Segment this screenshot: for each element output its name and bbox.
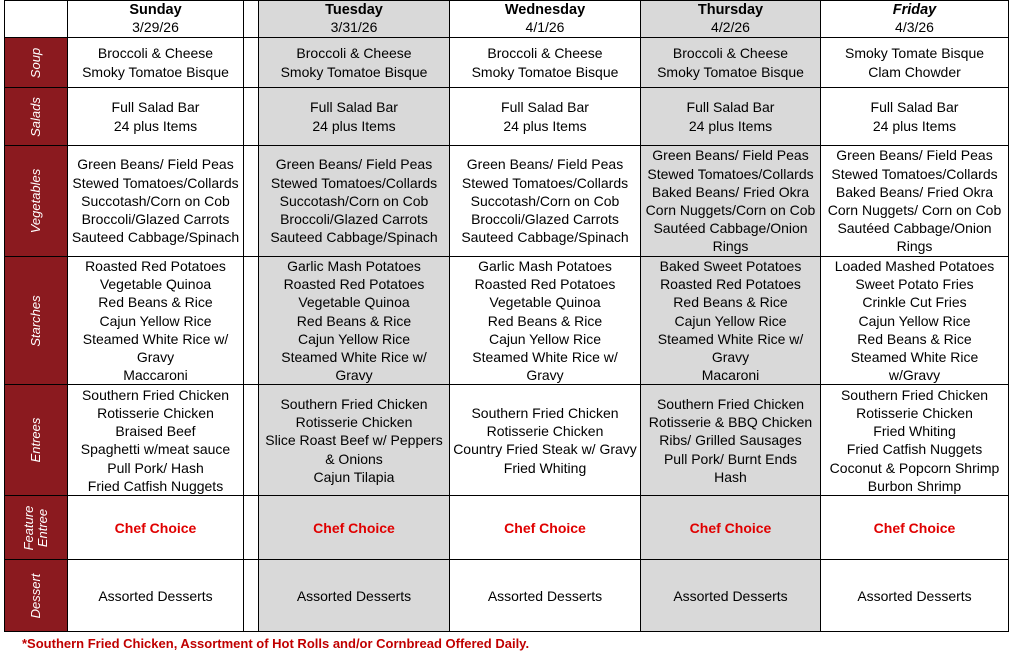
soup-cell-friday [821,38,1009,88]
menu-item: Corn Nuggets/ Corn on Cob [827,202,1002,218]
spacer-cell [244,560,259,632]
menu-item: Stewed Tomatoes/Collards [72,174,239,191]
dessert-cell-friday [821,560,1009,632]
menu-item: Full Salad Bar [501,99,589,116]
menu-item: Garlic Mash Potatoes [478,258,612,274]
day-header-thursday [641,1,821,38]
dessert-cell-sunday [68,560,244,632]
menu-item: Red Beans & Rice [487,312,603,329]
day-header-sunday [68,1,244,38]
menu-item: Steamed White Rice w/ [82,330,229,347]
category-feature-entree [5,496,68,560]
starches-cell-thursday [641,257,821,385]
corner-cell [5,1,68,38]
menu-item: Sauteed Cabbage/Spinach [270,229,438,246]
category-label: Entrees [28,418,43,463]
category-label-line2: Entree [35,508,50,548]
vegetables-cell-sunday [68,146,244,257]
feature-cell-sunday [68,496,244,560]
menu-item: Steamed White Rice w/ [472,349,618,366]
vegetables-cell-friday [821,146,1009,257]
soup-cell-wednesday [450,38,641,88]
menu-item: Southern Fried Chicken [840,386,989,403]
menu-item: Pull Pork/ Burnt Ends [663,450,798,467]
feature-item: Chef Choice [873,519,956,536]
salads-cell-tuesday [259,88,450,146]
menu-item: 24 plus Items [503,117,587,134]
menu-item: Rotisserie Chicken [295,414,413,431]
entrees-cell-wednesday [450,385,641,496]
vegetables-cell-wednesday [450,146,641,257]
category-label [22,506,50,551]
menu-item: Steamed White Rice w/ [281,349,427,366]
menu-item: Pull Pork/ Hash [107,459,204,476]
menu-item: Broccoli/Glazed Carrots [280,211,428,228]
menu-item: Stewed Tomatoes/Collards [270,174,438,191]
menu-item: Rings [896,238,933,255]
menu-item: Full Salad Bar [870,99,959,116]
menu-item: Vegetable Quinoa [298,294,410,311]
menu-item: Cajun Yellow Rice [99,312,212,329]
menu-item: Cajun Yellow Rice [858,312,971,329]
menu-item: Red Beans & Rice [673,294,788,311]
menu-item: Maccaroni [123,367,188,384]
salads-cell-thursday [641,88,821,146]
menu-item: Hash [714,468,747,485]
entrees-cell-sunday [68,385,244,496]
menu-item: Crinkle Cut Fries [862,294,967,311]
weekly-menu-table [4,0,1009,632]
feature-item: Chef Choice [504,519,586,536]
footnote: *Southern Fried Chicken, Assortment of Hot Rolls and/or Cornbread Offered Daily. [22,636,530,651]
starches-cell-tuesday [259,257,450,385]
menu-item: Gravy [711,349,750,366]
category-dessert [5,560,68,632]
menu-item: Sauteed Cabbage/Spinach [71,229,240,246]
menu-item: Broccoli & Cheese [487,45,603,62]
menu-item: Succotash/Corn on Cob [470,192,620,209]
menu-item: Southern Fried Chicken [656,395,805,412]
feature-item: Chef Choice [114,519,197,536]
menu-item: Smoky Tomatoe Bisque [280,63,428,80]
salads-cell-friday [821,88,1009,146]
feature-item: Chef Choice [313,519,395,536]
menu-item: Sweet Potato Fries [855,276,974,293]
menu-item: Sauteed Cabbage/Spinach [461,229,629,246]
menu-item: Southern Fried Chicken [280,395,428,412]
soup-cell-thursday [641,38,821,88]
category-label-line1: Feature [21,505,36,551]
category-label: Vegetables [28,168,43,234]
day-header-wednesday [450,1,641,38]
category-label: Salads [28,96,43,137]
entrees-cell-tuesday [259,385,450,496]
menu-item: Sautéed Cabbage/Onion [653,220,808,237]
spacer-cell [244,88,259,146]
menu-item: Steamed White Rice [850,349,979,366]
day-name: Friday [892,2,937,18]
menu-item: Assorted Desserts [98,587,213,604]
dessert-cell-thursday [641,560,821,632]
menu-item: Red Beans & Rice [857,330,972,347]
spacer-cell [244,385,259,496]
vegetables-cell-tuesday [259,146,450,257]
day-date: 4/1/26 [525,19,565,35]
menu-item: Sautéed Cabbage/Onion [837,220,992,237]
soup-cell-tuesday [259,38,450,88]
feature-row [5,496,1009,560]
menu-item: Succotash/Corn on Cob [81,192,230,209]
menu-item: Full Salad Bar [686,99,775,116]
menu-item: Stewed Tomatoes/Collards [647,165,814,182]
menu-item: Roasted Red Potatoes [85,258,226,274]
menu-item: Cajun Yellow Rice [674,312,787,329]
menu-item: Slice Roast Beef w/ Peppers [265,432,443,449]
menu-item: Green Beans/ Field Peas [275,156,433,173]
menu-item: Roasted Red Potatoes [660,276,801,293]
menu-item: Fried Catfish Nuggets [846,441,983,458]
menu-item: Baked Sweet Potatoes [659,258,802,274]
day-header-tuesday [259,1,450,38]
menu-item: w/Gravy [888,367,941,384]
menu-item: Assorted Desserts [857,587,972,604]
entrees-cell-thursday [641,385,821,496]
menu-item: Assorted Desserts [673,587,788,604]
menu-item: Stewed Tomatoes/Collards [831,165,998,182]
category-label: Soup [28,47,43,78]
menu-item: Gravy [526,367,564,384]
feature-cell-thursday [641,496,821,560]
menu-item: Full Salad Bar [310,99,398,116]
menu-item: Coconut & Popcorn Shrimp [829,459,1000,476]
category-vegetables [5,146,68,257]
spacer-cell [244,38,259,88]
day-date: 3/31/26 [330,19,378,35]
category-soup [5,38,68,88]
menu-item: Green Beans/ Field Peas [77,156,234,173]
menu-item: Broccoli/Glazed Carrots [81,211,230,228]
menu-item: Assorted Desserts [296,587,412,604]
category-label: Dessert [28,573,43,619]
menu-item: Fried Whiting [503,459,587,476]
menu-item: Steamed White Rice w/ [657,330,804,347]
salads-cell-sunday [68,88,244,146]
entrees-cell-friday [821,385,1009,496]
menu-item: 24 plus Items [688,117,773,134]
menu-item: Braised Beef [115,423,196,440]
feature-cell-friday [821,496,1009,560]
menu-item: Smoky Tomatoe Bisque [82,63,229,80]
menu-item: Red Beans & Rice [98,294,213,311]
vegetables-cell-thursday [641,146,821,257]
menu-item: Country Fried Steak w/ Gravy [453,441,637,458]
feature-item: Chef Choice [689,519,772,536]
menu-item: Assorted Desserts [487,587,603,604]
menu-item: Cajun Yellow Rice [297,330,411,347]
menu-item: Macaroni [701,367,760,384]
menu-item: Smoky Tomatoe Bisque [471,63,619,80]
menu-item: Southern Fried Chicken [471,405,619,422]
spacer-cell [244,257,259,385]
menu-item: Clam Chowder [868,63,961,80]
menu-item: Full Salad Bar [111,99,200,116]
starches-cell-friday [821,257,1009,385]
menu-item: 24 plus Items [312,117,396,134]
spacer-cell [244,146,259,257]
day-date: 3/29/26 [132,19,179,35]
feature-cell-wednesday [450,496,641,560]
menu-item: 24 plus Items [113,117,198,134]
menu-item: Fried Whiting [873,423,956,440]
menu-item: Stewed Tomatoes/Collards [461,174,629,191]
menu-item: Vegetable Quinoa [489,294,601,311]
menu-item: Vegetable Quinoa [99,276,212,293]
day-name: Sunday [129,2,182,18]
dessert-cell-tuesday [259,560,450,632]
menu-item: Burbon Shrimp [867,477,962,494]
dessert-cell-wednesday [450,560,641,632]
menu-item: Roasted Red Potatoes [474,276,616,293]
starches-row [5,257,1009,385]
dessert-row [5,560,1009,632]
day-name: Thursday [697,2,764,18]
header-row [5,1,1009,38]
soup-row [5,38,1009,88]
menu-item: Rotisserie Chicken [486,423,604,440]
menu-item: Green Beans/ Field Peas [466,156,624,173]
starches-cell-wednesday [450,257,641,385]
entrees-row [5,385,1009,496]
soup-cell-sunday [68,38,244,88]
menu-item: Red Beans & Rice [296,312,412,329]
day-header-friday [821,1,1009,38]
vegetables-row [5,146,1009,257]
feature-cell-tuesday [259,496,450,560]
salads-cell-wednesday [450,88,641,146]
menu-item: Rotisserie & BBQ Chicken [648,414,813,431]
menu-item: Gravy [335,367,373,384]
menu-item: Corn Nuggets/Corn on Cob [645,202,816,218]
menu-item: Fried Catfish Nuggets [87,477,224,494]
spacer-cell [244,496,259,560]
category-label: Starches [28,295,43,347]
day-name: Wednesday [504,2,586,18]
menu-item: Succotash/Corn on Cob [279,192,429,209]
salads-row [5,88,1009,146]
starches-cell-sunday [68,257,244,385]
menu-item: Green Beans/ Field Peas [652,147,809,164]
menu-item: 24 plus Items [872,117,957,134]
menu-item: Ribs/ Grilled Sausages [659,432,802,449]
menu-item: Loaded Mashed Potatoes [834,258,995,274]
menu-item: & Onions [325,450,383,467]
menu-item: Baked Beans/ Fried Okra [835,183,994,200]
category-salads [5,88,68,146]
menu-item: Spaghetti w/meat sauce [80,441,231,458]
day-name: Tuesday [325,2,383,18]
menu-item: Smoky Tomate Bisque [844,45,985,62]
day-date: 4/3/26 [895,19,934,35]
menu-item: Broccoli/Glazed Carrots [471,211,619,228]
menu-item: Baked Beans/ Fried Okra [651,183,810,200]
day-date: 4/2/26 [711,19,750,35]
menu-item: Broccoli & Cheese [296,45,412,62]
menu-item: Roasted Red Potatoes [283,276,425,293]
menu-item: Garlic Mash Potatoes [287,258,421,274]
category-starches [5,257,68,385]
menu-item: Rotisserie Chicken [97,405,214,422]
menu-item: Southern Fried Chicken [81,386,230,403]
menu-item: Cajun Yellow Rice [488,330,602,347]
menu-item: Cajun Tilapia [313,468,395,485]
menu-item: Rotisserie Chicken [856,405,973,422]
menu-item: Broccoli & Cheese [97,45,214,62]
category-entrees [5,385,68,496]
spacer-column [244,1,259,38]
menu-item: Rings [712,238,749,255]
menu-item: Broccoli & Cheese [672,45,789,62]
menu-item: Green Beans/ Field Peas [836,147,993,164]
menu-item: Gravy [136,349,175,366]
menu-item: Smoky Tomatoe Bisque [657,63,804,80]
